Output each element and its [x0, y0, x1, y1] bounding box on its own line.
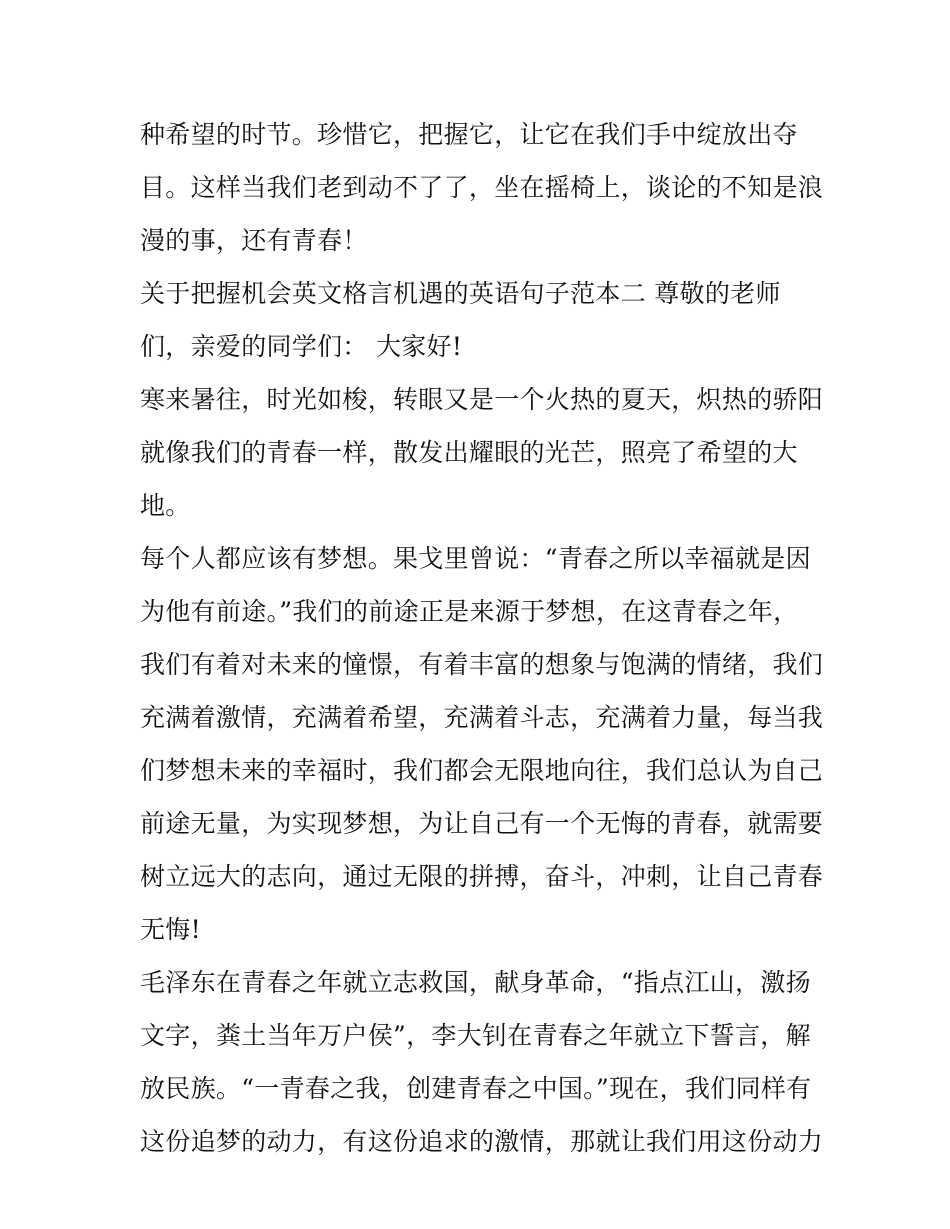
- text-line: 就像我们的青春一样，散发出耀眼的光芒，照亮了希望的大: [140, 438, 798, 467]
- text-line: 关于把握机会英文格言机遇的英语句子范本二 尊敬的老师: [140, 279, 781, 308]
- text-line: 这份追梦的动力，有这份追求的激情，那就让我们用这份动力: [140, 1127, 824, 1156]
- text-line: 们，亲爱的同学们： 大家好!: [140, 332, 463, 361]
- text-line: 为他有前途。”我们的前途正是来源于梦想，在这青春之年，: [140, 597, 799, 626]
- text-line: 无悔!: [140, 915, 201, 944]
- text-line: 地。: [140, 491, 191, 520]
- text-line: 种希望的时节。珍惜它，把握它，让它在我们手中绽放出夺: [140, 120, 798, 149]
- text-line: 漫的事，还有青春！: [140, 226, 368, 255]
- text-line: 放民族。“一青春之我，创建青春之中国。”现在，我们同样有: [140, 1074, 812, 1103]
- text-line: 每个人都应该有梦想。果戈里曾说：“青春之所以幸福就是因: [140, 544, 811, 573]
- text-line: 前途无量，为实现梦想，为让自己有一个无悔的青春，就需要: [140, 809, 824, 838]
- text-line: 文字，粪土当年万户侯”，李大钊在青春之年就立下誓言，解: [140, 1021, 811, 1050]
- text-line: 们梦想未来的幸福时，我们都会无限地向往，我们总认为自己: [140, 756, 824, 785]
- text-line: 树立远大的志向，通过无限的拼搏，奋斗，冲刺，让自己青春: [140, 862, 824, 891]
- text-line: 目。这样当我们老到动不了了，坐在摇椅上，谈论的不知是浪: [140, 173, 824, 202]
- body-text: [140, 108, 830, 1168]
- text-line: 我们有着对未来的憧憬，有着丰富的想象与饱满的情绪，我们: [140, 650, 824, 679]
- text-line: 寒来暑往，时光如梭，转眼又是一个火热的夏天，炽热的骄阳: [140, 385, 824, 414]
- text-line: 充满着激情，充满着希望，充满着斗志，充满着力量，每当我: [140, 703, 824, 732]
- text-line: 毛泽东在青春之年就立志救国，献身革命，“指点江山，激扬: [140, 968, 811, 997]
